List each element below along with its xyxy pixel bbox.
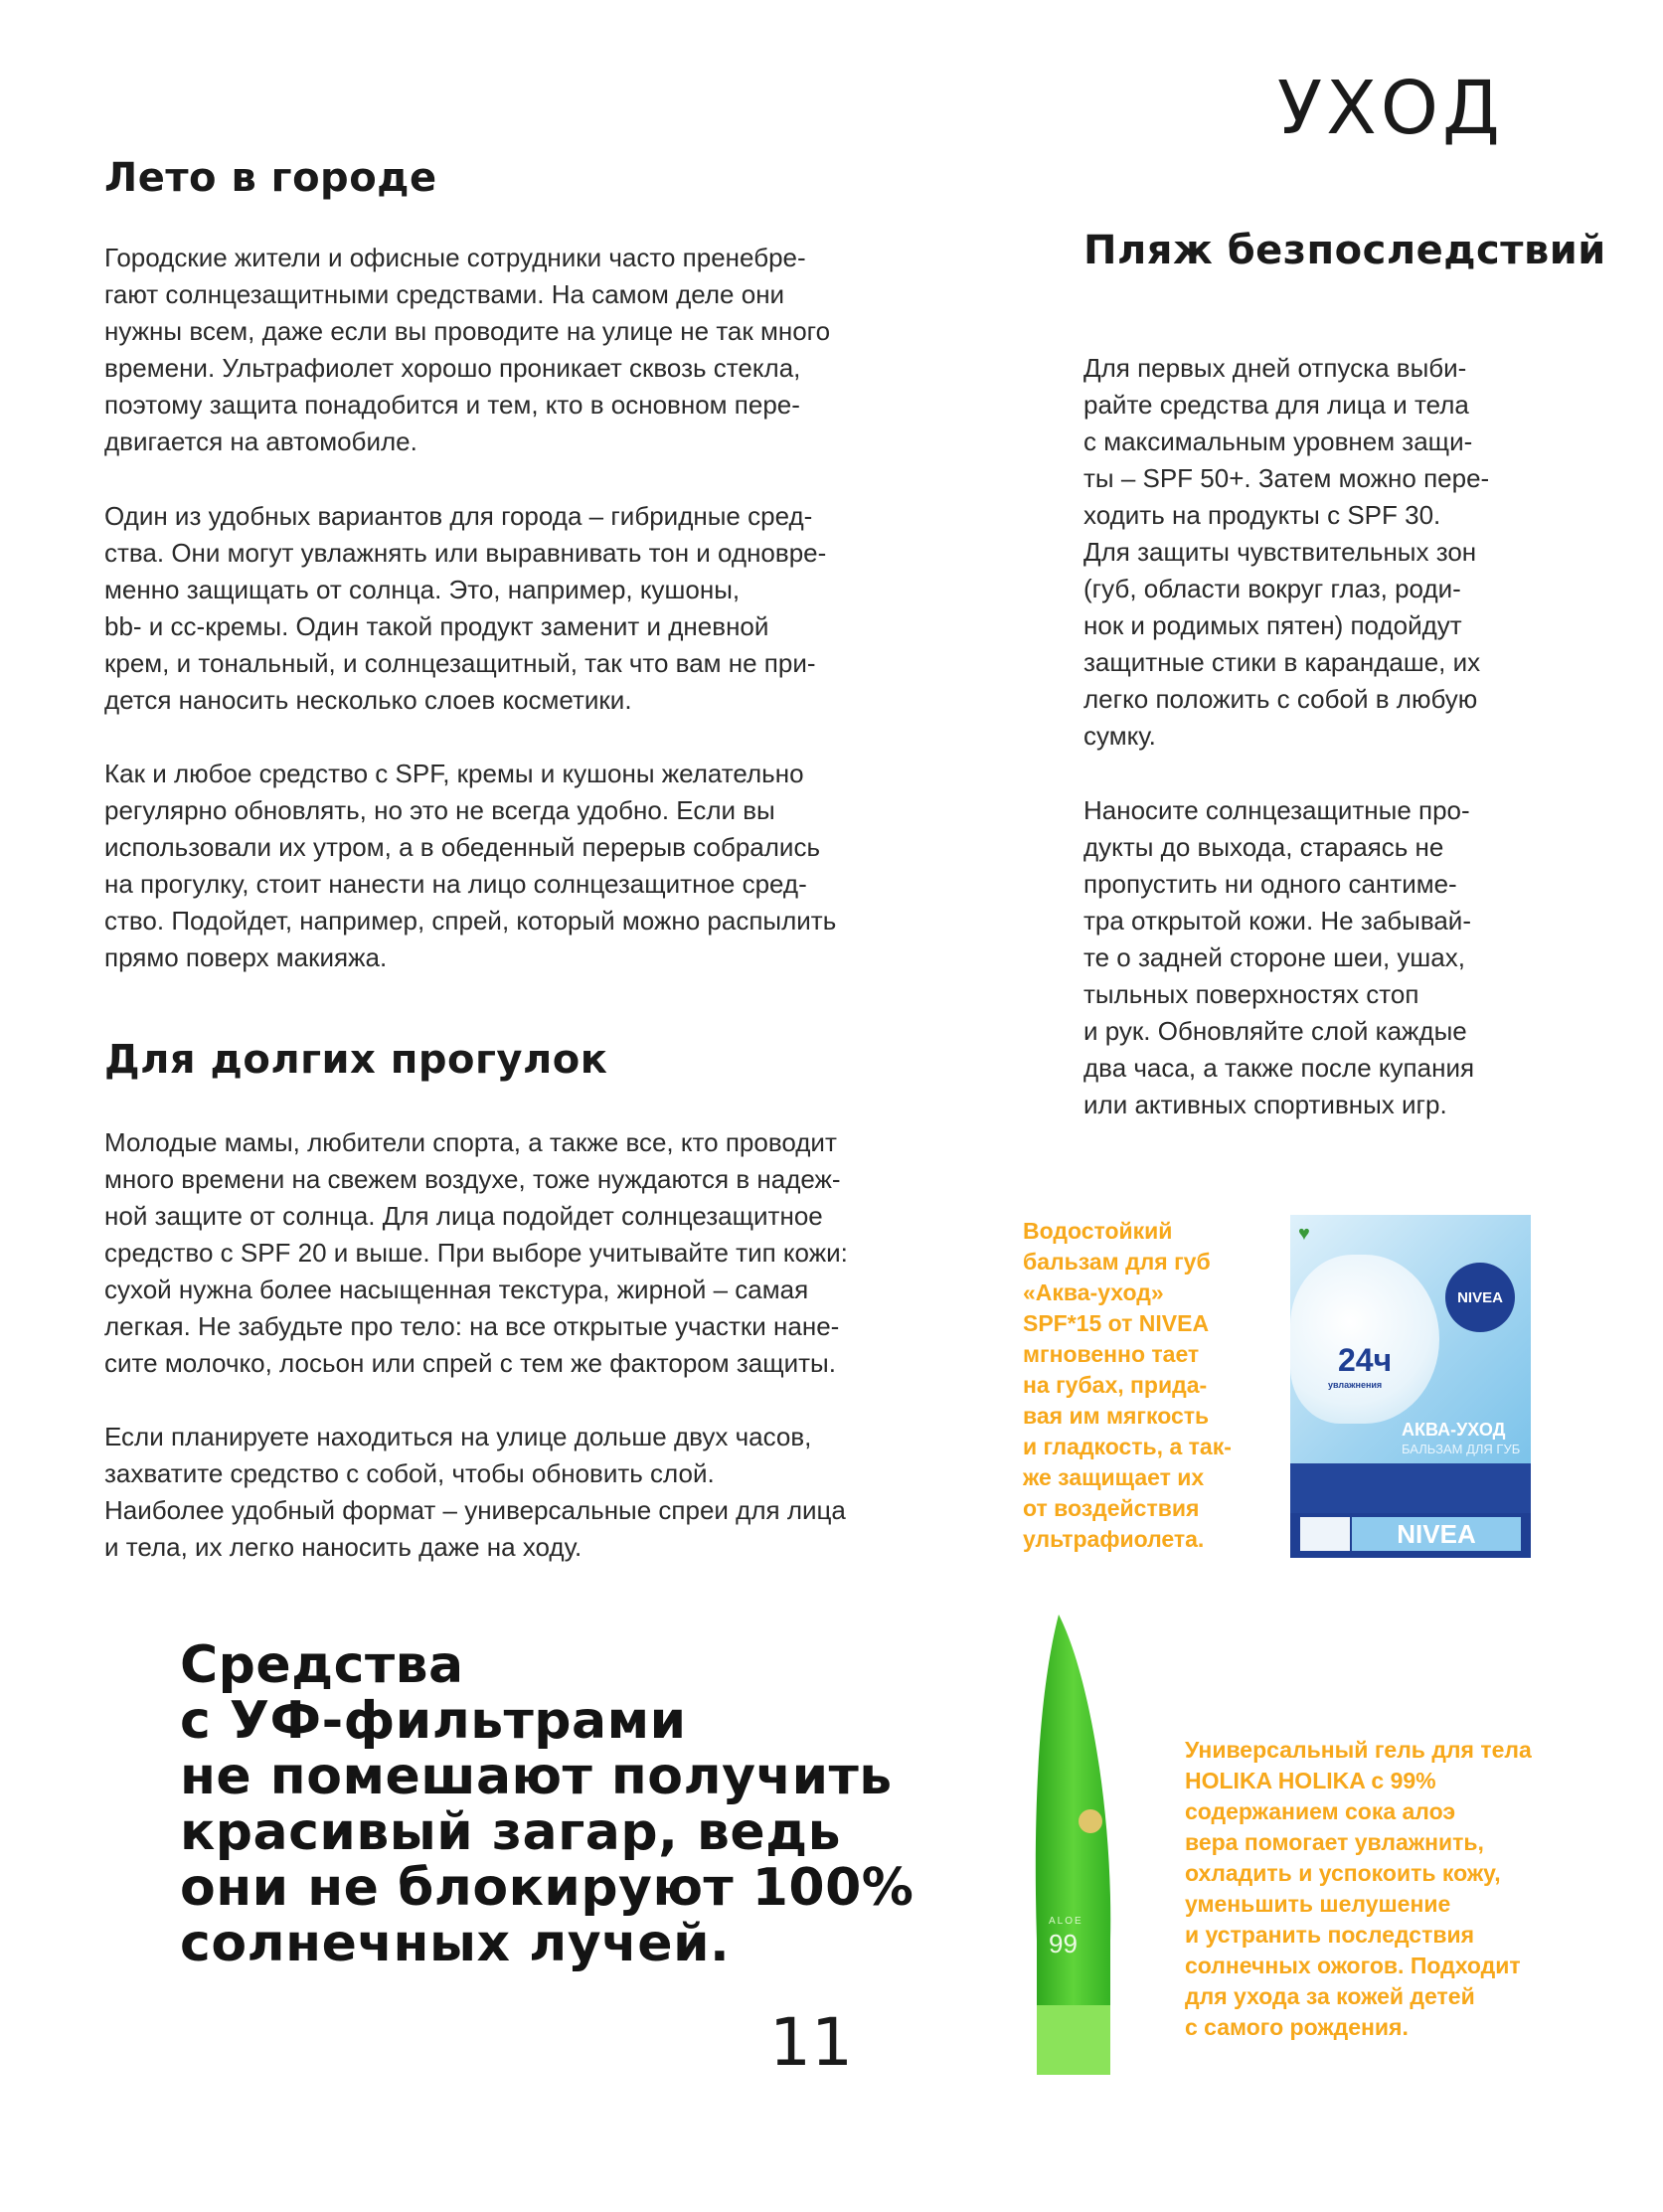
text-line: тыльных поверхностях стоп: [1083, 979, 1419, 1009]
text-line: ной защите от солнца. Для лица подойдет солнцезащитное: [104, 1201, 823, 1231]
text-line: дукты до выхода, стараясь не: [1083, 832, 1444, 862]
aloe-percent: 99: [1049, 1929, 1078, 1958]
text-line: много времени на свежем воздухе, тоже нуждаются в надеж-: [104, 1164, 841, 1194]
heart-eco-icon: ♥: [1298, 1223, 1310, 1245]
text-line: Для защиты чувствительных зон: [1083, 537, 1477, 567]
text-line: от воздействия: [1023, 1495, 1200, 1521]
text-line: Наиболее удобный формат – универсальные спреи для лица: [104, 1495, 846, 1525]
text-line: Средства: [180, 1635, 464, 1695]
text-line: вера помогает увлажнить,: [1185, 1829, 1484, 1855]
aloe-product-image: [1029, 1613, 1118, 2075]
paragraph: [104, 240, 830, 460]
text-line: ства. Они могут увлажнять или выравнивать тон и одновре-: [104, 538, 827, 568]
text-line: пропустить ни одного сантиме-: [1083, 869, 1457, 899]
paragraph: [104, 1124, 848, 1382]
text-line: последствий: [1306, 228, 1606, 273]
nivea-stick: [1290, 1513, 1531, 1558]
text-line: нужны всем, даже если вы проводите на улице не так много: [104, 316, 831, 346]
text-line: легко положить с собой в любую: [1083, 684, 1478, 714]
nivea-hours-sub: увлажнения: [1328, 1380, 1383, 1390]
text-line: двигается на автомобиле.: [104, 426, 417, 456]
section-title-beach: [1083, 228, 1606, 273]
nivea-hours: 24ч: [1338, 1342, 1393, 1378]
nivea-pack-card: [1290, 1215, 1531, 1463]
text-line: для ухода за кожей детей: [1185, 1983, 1475, 2009]
text-line: содержанием сока алоэ: [1185, 1798, 1456, 1824]
text-line: вая им мягкость: [1023, 1403, 1210, 1429]
text-line: Молодые мамы, любители спорта, а также все, кто проводит: [104, 1127, 837, 1157]
nivea-cap: [1300, 1517, 1350, 1551]
text-line: HOLIKA HOLIKA с 99%: [1185, 1768, 1436, 1793]
aloe-label: ALOE: [1049, 1916, 1083, 1927]
nivea-product-image: [1290, 1215, 1531, 1558]
text-line: мгновенно тает: [1023, 1341, 1200, 1367]
text-line: с максимальным уровнем защи-: [1083, 426, 1473, 456]
text-line: те о задней стороне шеи, ушах,: [1083, 942, 1465, 972]
text-line: bb- и сс-кремы. Один такой продукт заменит и дневной: [104, 611, 769, 641]
text-line: Наносите солнцезащитные про-: [1083, 795, 1470, 825]
text-line: Если планируете находиться на улице дольше двух часов,: [104, 1422, 812, 1451]
text-line: на губах, прида-: [1023, 1372, 1208, 1398]
text-line: Как и любое средство с SPF, кремы и кушоны желательно: [104, 759, 804, 788]
text-line: и гладкость, а так-: [1023, 1434, 1232, 1459]
text-line: дется наносить несколько слоев косметики.: [104, 685, 632, 715]
page-number: 11: [769, 2004, 853, 2081]
text-line: «Аква-уход»: [1023, 1279, 1164, 1305]
text-line: нок и родимых пятен) подойдут: [1083, 610, 1462, 640]
pull-quote: [180, 1637, 914, 1971]
text-line: на прогулку, стоит нанести на лицо солнцезащитное сред-: [104, 869, 807, 899]
text-line: гают солнцезащитными средствами. На самом деле они: [104, 279, 785, 309]
text-line: уменьшить шелушение: [1185, 1891, 1451, 1917]
paragraph: [1083, 350, 1489, 755]
text-line: регулярно обновлять, но это не всегда удобно. Если вы: [104, 795, 775, 825]
text-line: Пляж без: [1083, 228, 1307, 273]
text-line: солнечных лучей.: [180, 1914, 731, 1973]
text-line: райте средства для лица и тела: [1083, 390, 1469, 420]
text-line: два часа, а также после купания: [1083, 1053, 1475, 1083]
paragraph: [104, 756, 836, 976]
text-line: ство. Подойдет, например, спрей, который можно распылить: [104, 906, 837, 936]
text-line: сухой нужна более насыщенная текстура, жирной – самая: [104, 1275, 809, 1304]
text-line: крем, и тональный, и солнцезащитный, так что вам не при-: [104, 648, 816, 678]
water-drop-graphic: [1290, 1255, 1439, 1424]
nivea-product-sub: БАЛЬЗАМ ДЛЯ ГУБ: [1402, 1442, 1521, 1456]
text-line: или активных спортивных игр.: [1083, 1090, 1447, 1119]
paragraph: [104, 1419, 846, 1566]
text-line: ты – SPF 50+. Затем можно пере-: [1083, 463, 1490, 493]
text-line: тра открытой кожи. Не забывай-: [1083, 906, 1471, 936]
text-line: времени. Ультрафиолет хорошо проникает сквозь стекла,: [104, 353, 801, 383]
text-line: они не блокируют 100%: [180, 1858, 915, 1918]
nivea-pack-band: [1290, 1463, 1531, 1513]
text-line: с УФ-фильтрами: [180, 1691, 687, 1751]
text-line: же защищает их: [1023, 1464, 1205, 1490]
text-line: сите молочко, лосьон или спрей с тем же фактором защиты.: [104, 1348, 836, 1378]
aloe-caption: [1185, 1735, 1532, 2043]
section-title-walks: Для долгих прогулок: [104, 1037, 608, 1083]
text-line: Универсальный гель для тела: [1185, 1737, 1532, 1763]
section-heading: УХОД: [1277, 66, 1504, 151]
text-line: легкая. Не забудьте про тело: на все открытые участки нане-: [104, 1311, 840, 1341]
text-line: с самого рождения.: [1185, 2014, 1409, 2040]
text-line: Для первых дней отпуска выби-: [1083, 353, 1467, 383]
paragraph: [1083, 792, 1474, 1123]
nivea-stick-logo: NIVEA: [1352, 1517, 1521, 1551]
text-line: не помешают получить: [180, 1747, 893, 1806]
paragraph: [104, 498, 826, 719]
text-line: средство с SPF 20 и выше. При выборе учитывайте тип кожи:: [104, 1238, 848, 1268]
text-line: Один из удобных вариантов для города – гибридные сред-: [104, 501, 813, 531]
text-line: солнечных ожогов. Подходит: [1185, 1953, 1521, 1978]
text-line: использовали их утром, а в обеденный перерыв собрались: [104, 832, 820, 862]
text-line: Городские жители и офисные сотрудники часто пренебре-: [104, 243, 806, 272]
text-line: и устранить последствия: [1185, 1922, 1475, 1948]
text-line: и рук. Обновляйте слой каждые: [1083, 1016, 1467, 1046]
text-line: сумку.: [1083, 721, 1156, 751]
text-line: захватите средство с собой, чтобы обновить слой.: [104, 1458, 715, 1488]
text-line: защитные стики в карандаше, их: [1083, 647, 1481, 677]
text-line: охладить и успокоить кожу,: [1185, 1860, 1501, 1886]
nivea-product-name: АКВА-УХОД: [1402, 1420, 1506, 1440]
text-line: (губ, области вокруг глаз, роди-: [1083, 574, 1461, 603]
text-line: поэтому защита понадобится и тем, кто в основном пере-: [104, 390, 800, 420]
text-line: менно защищать от солнца. Это, например, кушоны,: [104, 575, 741, 604]
nivea-logo: NIVEA: [1445, 1263, 1515, 1332]
text-line: ходить на продукты с SPF 30.: [1083, 500, 1441, 530]
text-line: и тела, их легко наносить даже на ходу.: [104, 1532, 582, 1562]
text-line: красивый загар, ведь: [180, 1802, 842, 1862]
nivea-caption: [1023, 1216, 1232, 1555]
text-line: бальзам для губ: [1023, 1249, 1211, 1275]
text-line: Водостойкий: [1023, 1218, 1173, 1244]
text-line: ультрафиолета.: [1023, 1526, 1205, 1552]
aloe-tube-shape: [1029, 1613, 1118, 2075]
text-line: SPF*15 от NIVEA: [1023, 1310, 1210, 1336]
text-line: прямо поверх макияжа.: [104, 942, 388, 972]
section-title-city: Лето в городе: [104, 155, 437, 201]
